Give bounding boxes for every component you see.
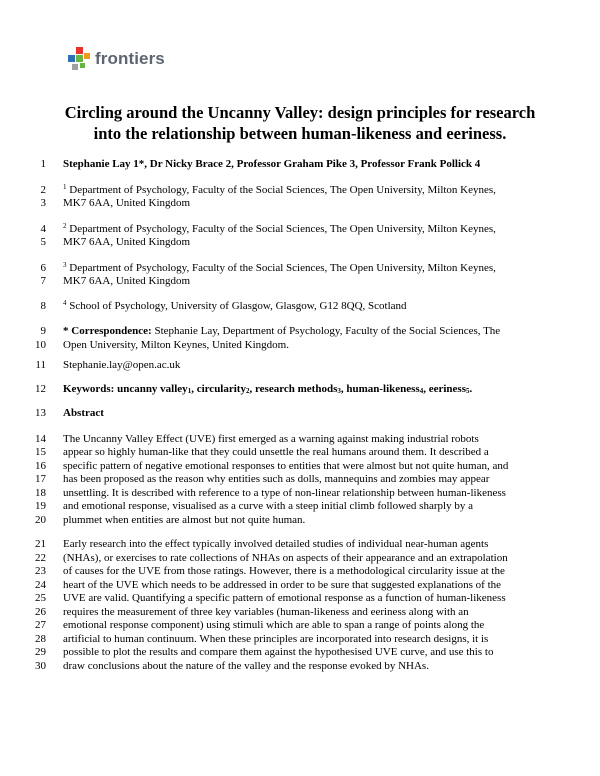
- abstract-line: UVE are valid. Quantifying a specific pattern of emotional response as a function of human-likeness: [63, 592, 506, 604]
- line-number: 15: [35, 446, 46, 458]
- line-number: 28: [35, 633, 46, 645]
- line-number: 17: [35, 473, 46, 485]
- abstract-line: artificial to human continuum. When these principles are incorporated into research designs, it is: [63, 633, 489, 645]
- line-number: 12: [35, 383, 46, 395]
- line-number: 7: [40, 275, 46, 287]
- line-number: 18: [35, 487, 46, 499]
- affiliation-2: $^2$ Department of Psychology, Faculty of the Social Sciences, The Open University, Milton Keynes,: [63, 222, 496, 235]
- correspondence: * Correspondence: Stephanie Lay, Department of Psychology, Faculty of the Social Sciences, The: [63, 325, 501, 337]
- abstract-line: draw conclusions about the nature of the valley and the response evoked by NHAs.: [63, 660, 429, 672]
- abstract-line: appear so highly human-like that they could unsettle the real humans around them. It described a: [63, 446, 489, 458]
- line-number: 21: [35, 538, 46, 550]
- abstract-line: has been proposed as the reason why entities such as dolls, mannequins and zombies may appear: [63, 473, 490, 485]
- line-number: 10: [35, 339, 46, 351]
- line-number: 19: [35, 500, 46, 512]
- line-number: 14: [35, 433, 46, 445]
- line-number: 30: [35, 660, 46, 672]
- correspondence-cont: Open University, Milton Keynes, United Kingdom.: [63, 339, 289, 351]
- author-list: Stephanie Lay 1*, Dr Nicky Brace 2, Professor Graham Pike 3, Professor Frank Pollick 4: [63, 158, 481, 170]
- frontiers-logo-text: frontiers: [95, 49, 165, 68]
- line-number: 5: [40, 236, 46, 248]
- affiliation-4: $^4$ School of Psychology, University of Glasgow, Glasgow, G12 8QQ, Scotland: [63, 299, 407, 312]
- keywords: Keywords: uncanny valley$_1$, circularity$_2$, research methods$_3$, human-likeness$_4$, eeriness$_5$.: [63, 383, 473, 395]
- frontiers-logo-icon: [68, 47, 92, 73]
- abstract-line: possible to plot the results and compare them against the hypothesised UVE curve, and use this to: [63, 646, 494, 658]
- abstract-line: specific pattern of negative emotional responses to entities that were almost but not quite human, and: [63, 460, 509, 472]
- abstract-heading: Abstract: [63, 407, 104, 419]
- line-number: 27: [35, 619, 46, 631]
- abstract-line: and emotional response, visualised as a curve with a steep initial climb followed sharply by a: [63, 500, 473, 512]
- affiliation-1: $^1$ Department of Psychology, Faculty of the Social Sciences, The Open University, Milton Keynes,: [63, 183, 496, 196]
- affiliation-2-cont: MK7 6AA, United Kingdom: [63, 236, 191, 248]
- line-number: 16: [35, 460, 46, 472]
- line-number: 8: [40, 300, 46, 312]
- abstract-line: of causes for the UVE from those ratings. However, there is a methodological circularity issue at the: [63, 565, 505, 577]
- abstract-line: heart of the UVE which needs to be addressed in order to be sure that suggested explanations of the: [63, 579, 502, 591]
- abstract-line: requires the measurement of three key variables (human-likeness and eeriness along with an: [63, 606, 469, 618]
- affiliation-1-cont: MK7 6AA, United Kingdom: [63, 197, 191, 209]
- abstract-line: plummet when entities are almost but not quite human.: [63, 514, 306, 526]
- paper-title-line-2: into the relationship between human-likeness and eeriness.: [93, 124, 507, 143]
- abstract-line: unsettling. It is described with reference to a type of non-linear relationship between human-likeness: [63, 487, 506, 499]
- correspondence-email[interactable]: Stephanie.lay@open.ac.uk: [63, 359, 181, 371]
- line-number: 23: [35, 565, 46, 577]
- line-number: 1: [40, 158, 46, 170]
- line-number: 3: [40, 197, 46, 209]
- affiliation-3-cont: MK7 6AA, United Kingdom: [63, 275, 191, 287]
- line-number: 6: [40, 262, 46, 274]
- abstract-line: emotional response component) using stimuli which are able to span a range of points along the: [63, 619, 485, 631]
- line-number: 25: [35, 592, 46, 604]
- line-number: 2: [40, 184, 46, 196]
- line-number: 24: [35, 579, 46, 591]
- paper-title-line-1: Circling around the Uncanny Valley: design principles for research: [64, 103, 536, 122]
- abstract-line: (NHAs), or exercises to rate collections of NHAs on aspects of their appearance and an extrapolation: [63, 552, 508, 564]
- affiliation-3: $^3$ Department of Psychology, Faculty of the Social Sciences, The Open University, Milton Keynes,: [63, 261, 496, 274]
- line-number: 11: [35, 359, 46, 371]
- line-number: 9: [40, 325, 46, 337]
- line-number: 29: [35, 646, 46, 658]
- line-number: 22: [35, 552, 46, 564]
- line-number: 26: [35, 606, 46, 618]
- line-number: 13: [35, 407, 46, 419]
- line-number: 20: [35, 514, 46, 526]
- line-number: 4: [40, 223, 46, 235]
- abstract-line: Early research into the effect typically involved detailed studies of individual near-human agents: [63, 538, 489, 550]
- abstract-line: The Uncanny Valley Effect (UVE) first emerged as a warning against making industrial robots: [63, 433, 479, 445]
